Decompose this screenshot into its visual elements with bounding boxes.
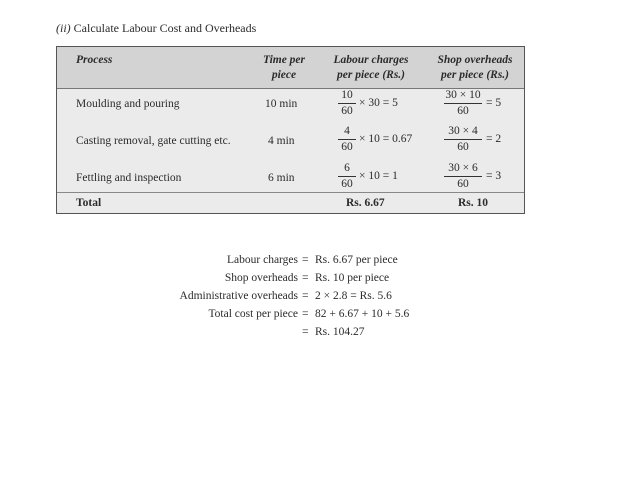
header-labour bbox=[319, 53, 423, 83]
summary-equals: = bbox=[302, 308, 309, 320]
row2-shop-result: = 2 bbox=[486, 133, 502, 145]
summary-value: 82 + 6.67 + 10 + 5.6 bbox=[315, 308, 410, 320]
summary-value: Rs. 10 per piece bbox=[315, 272, 390, 284]
header-time bbox=[253, 53, 315, 83]
header-shop bbox=[427, 53, 523, 83]
row1-shop-numerator: 30 × 10 bbox=[445, 89, 481, 101]
header-labour-line2: per piece (Rs.) bbox=[336, 69, 406, 81]
summary-equals: = bbox=[302, 254, 309, 266]
row3-labour-denominator: 60 bbox=[341, 178, 353, 190]
section-title: Calculate Labour Cost and Overheads bbox=[73, 21, 257, 35]
total-shop: Rs. 10 bbox=[458, 197, 489, 209]
summary-value: 2 × 2.8 = Rs. 5.6 bbox=[315, 290, 392, 302]
row1-labour-numerator: 10 bbox=[341, 89, 353, 101]
summary-label: Labour charges bbox=[227, 254, 298, 266]
row3-labour-bar bbox=[338, 176, 356, 177]
summary-line bbox=[0, 269, 638, 287]
row2-process: Casting removal, gate cutting etc. bbox=[76, 135, 231, 147]
row3-labour-result: × 10 = 1 bbox=[359, 170, 398, 182]
row1-shop-result: = 5 bbox=[486, 97, 502, 109]
row2-labour-denominator: 60 bbox=[341, 141, 353, 153]
cost-table bbox=[56, 46, 525, 214]
row2-labour-numerator: 4 bbox=[344, 125, 350, 137]
header-time-line2: piece bbox=[271, 69, 297, 81]
summary-label: Shop overheads bbox=[224, 272, 298, 284]
row3-time: 6 min bbox=[268, 172, 295, 184]
row3-shop-result: = 3 bbox=[486, 170, 502, 182]
header-shop-line1: Shop overheads bbox=[437, 54, 513, 66]
total-label: Total bbox=[76, 197, 102, 209]
summary-value: Rs. 6.67 per piece bbox=[315, 254, 398, 266]
summary-label: Total cost per piece bbox=[208, 308, 298, 320]
summary-equals: = bbox=[302, 290, 309, 302]
row1-labour-bar bbox=[338, 103, 356, 104]
summary-equals: = bbox=[302, 272, 309, 284]
total-labour: Rs. 6.67 bbox=[346, 197, 385, 209]
summary-line bbox=[0, 251, 638, 269]
row1-shop-bar bbox=[444, 103, 482, 104]
section-number: (ii) bbox=[56, 21, 71, 35]
summary-line bbox=[0, 287, 638, 305]
row3-labour-numerator: 6 bbox=[344, 162, 350, 174]
row2-time: 4 min bbox=[268, 135, 295, 147]
row3-process: Fettling and inspection bbox=[76, 172, 182, 184]
row3-shop-bar bbox=[444, 176, 482, 177]
header-shop-line2: per piece (Rs.) bbox=[440, 69, 510, 81]
summary-value: Rs. 104.27 bbox=[315, 326, 365, 338]
row3-shop-denominator: 60 bbox=[457, 178, 469, 190]
summary-line bbox=[0, 305, 638, 323]
row1-time: 10 min bbox=[265, 98, 298, 110]
header-process: Process bbox=[76, 54, 113, 66]
cost-summary bbox=[0, 251, 638, 346]
total-divider bbox=[57, 192, 524, 193]
row3-shop-numerator: 30 × 6 bbox=[448, 162, 478, 174]
header-time-line1: Time per bbox=[262, 54, 306, 66]
row1-process: Moulding and pouring bbox=[76, 98, 180, 110]
row2-shop-bar bbox=[444, 139, 482, 140]
header-labour-line1: Labour charges bbox=[333, 54, 409, 66]
row2-labour-bar bbox=[338, 139, 356, 140]
row2-shop-numerator: 30 × 4 bbox=[448, 125, 478, 137]
row1-shop-denominator: 60 bbox=[457, 105, 469, 117]
row2-shop-denominator: 60 bbox=[457, 141, 469, 153]
row2-labour-result: × 10 = 0.67 bbox=[359, 133, 413, 145]
row1-labour-result: × 30 = 5 bbox=[359, 97, 398, 109]
summary-label: Administrative overheads bbox=[179, 290, 298, 302]
summary-equals: = bbox=[302, 326, 309, 338]
row1-labour-denominator: 60 bbox=[341, 105, 353, 117]
section-heading bbox=[56, 21, 256, 36]
summary-line bbox=[0, 323, 638, 341]
